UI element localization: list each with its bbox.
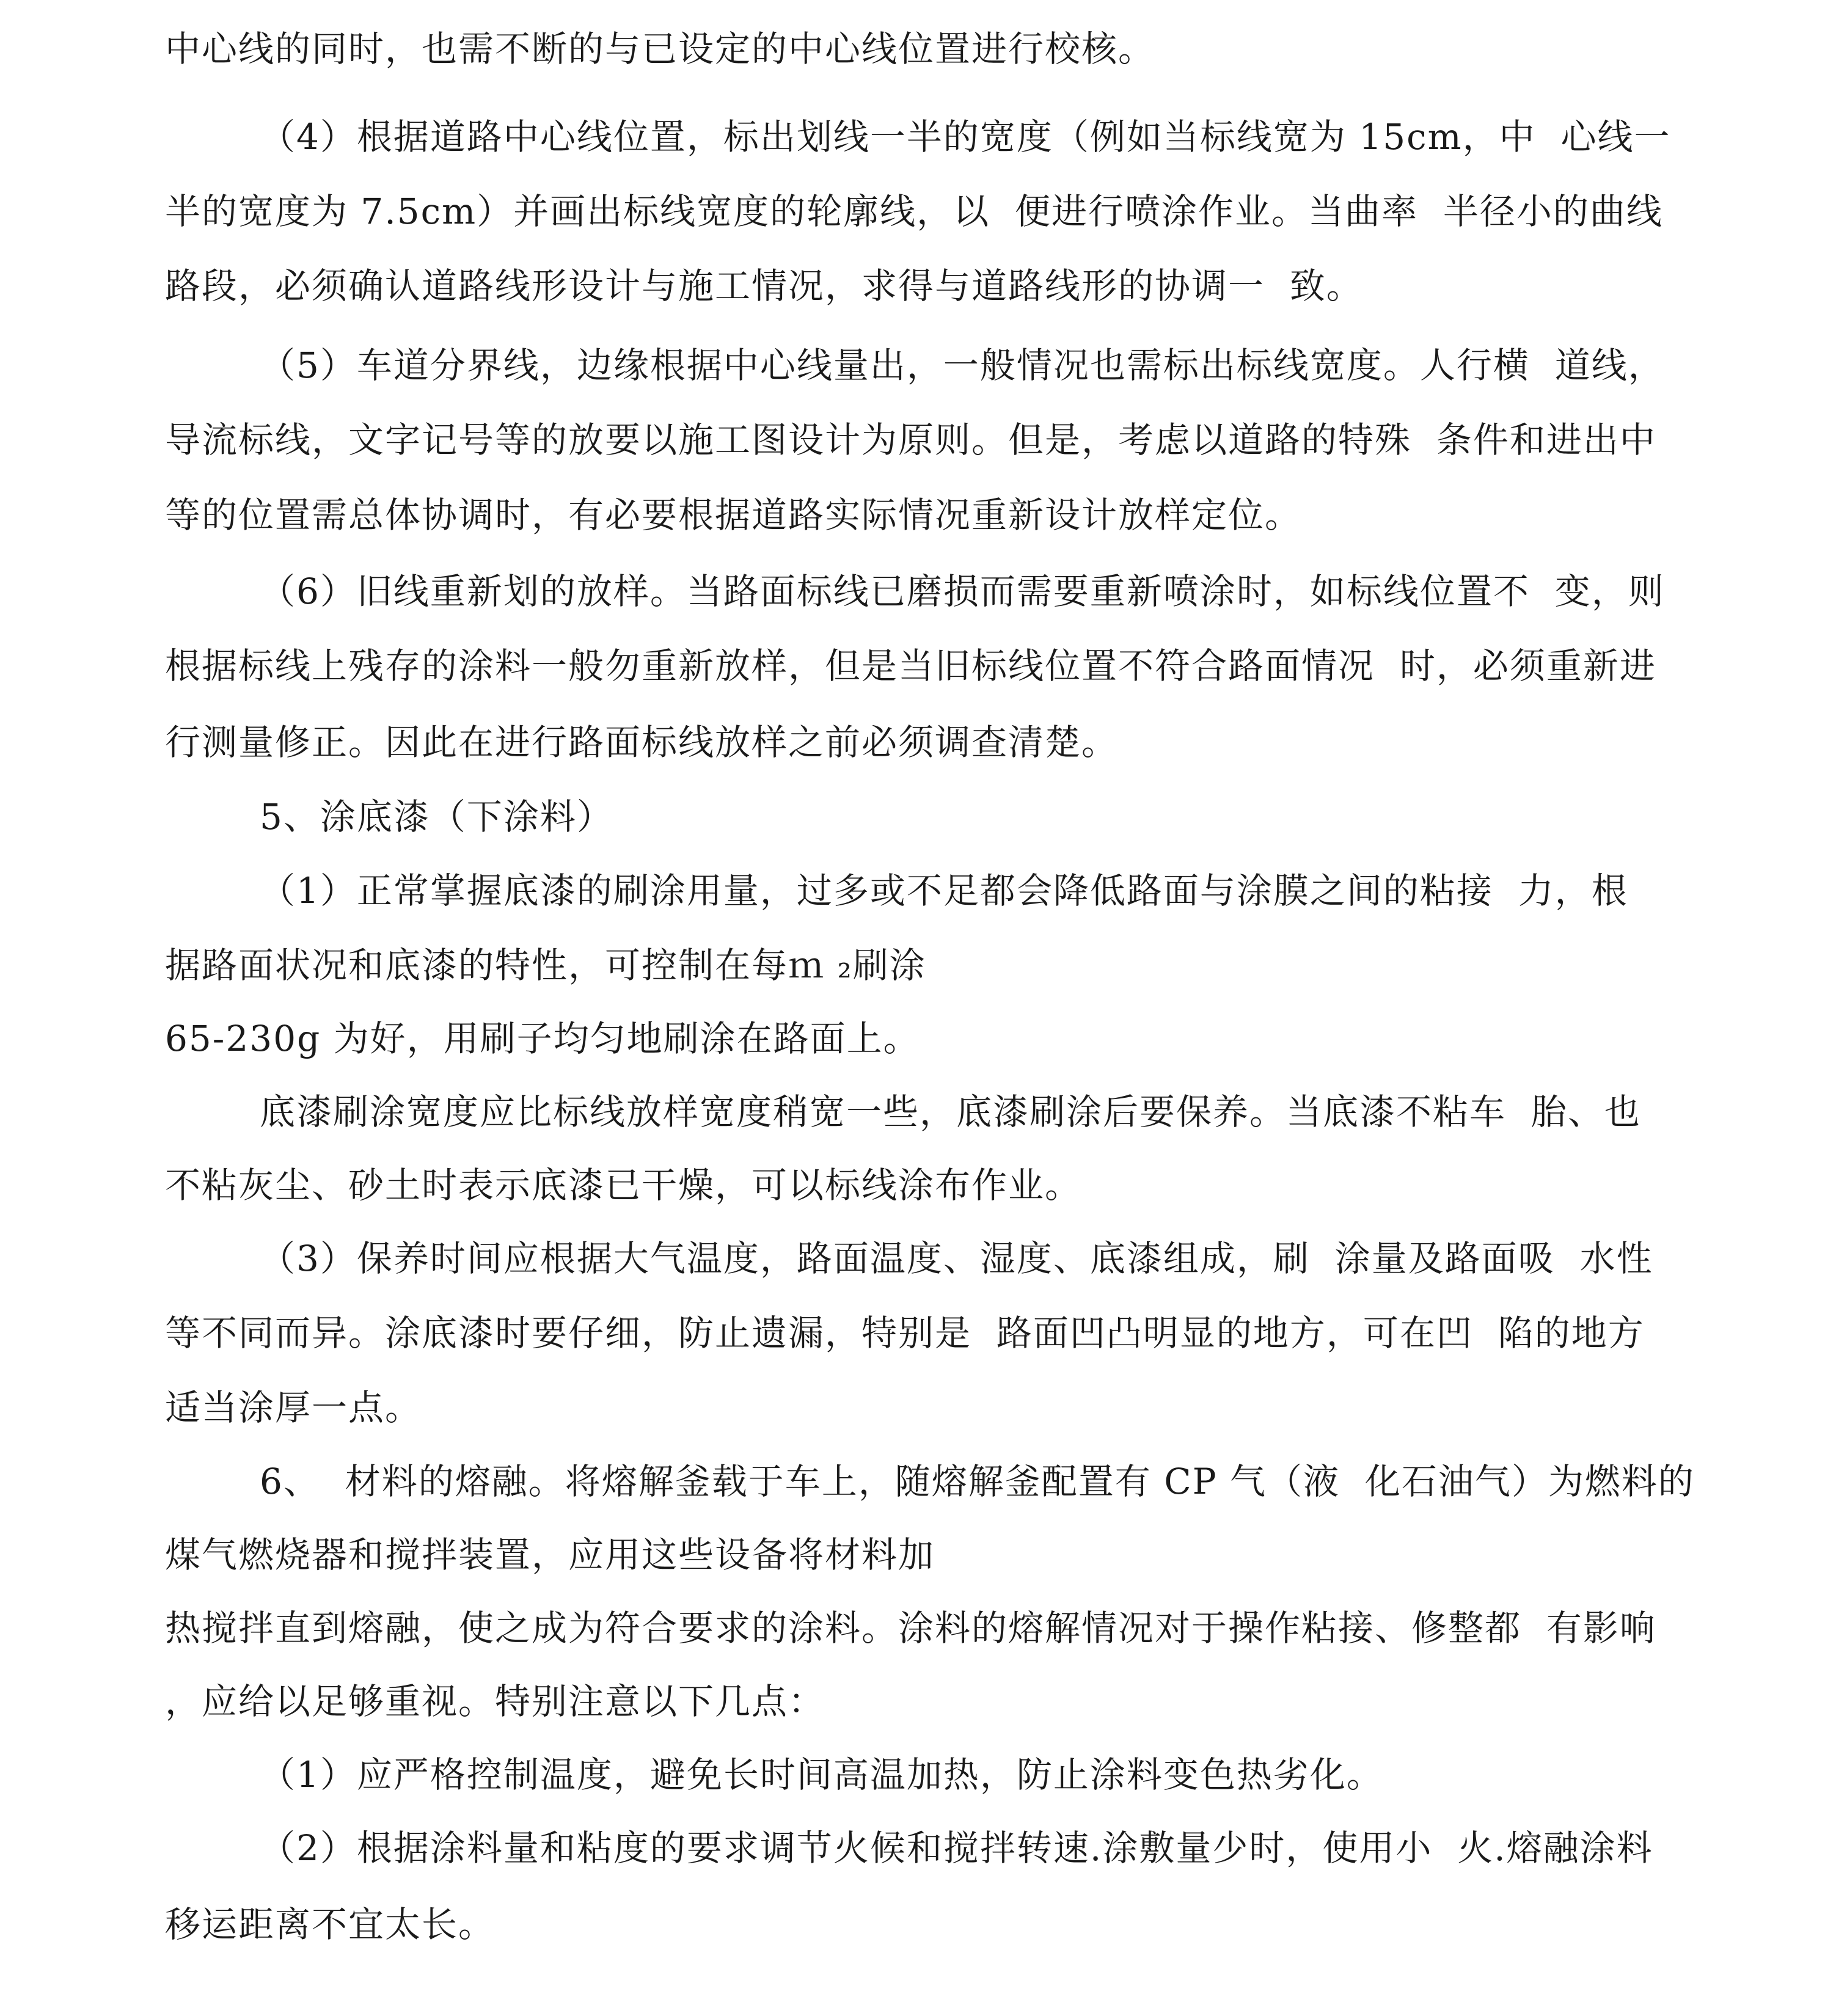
text-line: 行测量修正。因此在进行路面标线放样之前必须调查清楚。 <box>165 721 1119 763</box>
text-line: （1）正常掌握底漆的刷涂用量，过多或不足都会降低路面与涂膜之间的粘接 力，根 <box>260 870 1628 911</box>
text-line: 等不同而异。涂底漆时要仔细，防止遗漏，特别是 路面凹凸明显的地方，可在凹 陷的地方 <box>165 1312 1645 1354</box>
text-line: 半的宽度为 7.5cm）并画出标线宽度的轮廓线，以 便进行喷涂作业。当曲率 半径小的曲线 <box>165 191 1663 232</box>
text-line: 不粘灰尘、砂土时表示底漆已干燥，可以标线涂布作业。 <box>165 1164 1082 1206</box>
text-line: （3）保养时间应根据大气温度，路面温度、湿度、底漆组成，刷 涂量及路面吸 水性 <box>260 1238 1653 1279</box>
text-line: （2）根据涂料量和粘度的要求调节火候和搅拌转速.涂敷量少时，使用小 火.熔融涂料 <box>260 1827 1653 1869</box>
text-line: 中心线的同时，也需不断的与已设定的中心线位置进行校核。 <box>165 28 1155 70</box>
text-line: 热搅拌直到熔融，使之成为符合要求的涂料。涂料的熔解情况对于操作粘接、修整都 有影响 <box>165 1607 1656 1649</box>
text-line: 移运距离不宜太长。 <box>165 1904 496 1945</box>
section-heading: 6、 材料的熔融。将熔解釜载于车上，随熔解釜配置有 CP 气（液 化石油气）为燃料的 <box>260 1461 1695 1502</box>
text-line: 65-230g 为好，用刷子均匀地刷涂在路面上。 <box>165 1018 920 1059</box>
text-line: 路段，必须确认道路线形设计与施工情况，求得与道路线形的协调一 致。 <box>165 265 1363 307</box>
text-line: 等的位置需总体协调时，有必要根据道路实际情况重新设计放样定位。 <box>165 494 1302 536</box>
text-line: 根据标线上残存的涂料一般勿重新放样，但是当旧标线位置不符合路面情况 时，必须重新进 <box>165 645 1656 687</box>
document-page <box>165 0 1695 2016</box>
text-line: 适当涂厚一点。 <box>165 1387 422 1428</box>
text-line: （5）车道分界线，边缘根据中心线量出，一般情况也需标出标线宽度。人行横 道线， <box>260 345 1665 386</box>
text-line: 据路面状况和底漆的特性，可控制在每ｍ ₂刷涂 <box>165 944 926 986</box>
section-heading: 5、涂底漆（下涂料） <box>260 796 613 838</box>
text-line: （1）应严格控制温度，避免长时间高温加热，防止涂料变色热劣化。 <box>260 1754 1383 1795</box>
text-line: （4）根据道路中心线位置，标出划线一半的宽度（例如当标线宽为 15cm，中 心线一 <box>260 116 1671 158</box>
text-line: ，应给以足够重视。特别注意以下几点： <box>165 1681 825 1722</box>
text-line: 底漆刷涂宽度应比标线放样宽度稍宽一些，底漆刷涂后要保养。当底漆不粘车 胎、也 <box>260 1091 1641 1133</box>
text-line: 导流标线，文字记号等的放要以施工图设计为原则。但是，考虑以道路的特殊 条件和进出中 <box>165 419 1656 461</box>
text-line: 煤气燃烧器和搅拌装置，应用这些设备将材料加 <box>165 1534 935 1576</box>
text-line: （6）旧线重新划的放样。当路面标线已磨损而需要重新喷涂时，如标线位置不 变，则 <box>260 571 1665 612</box>
